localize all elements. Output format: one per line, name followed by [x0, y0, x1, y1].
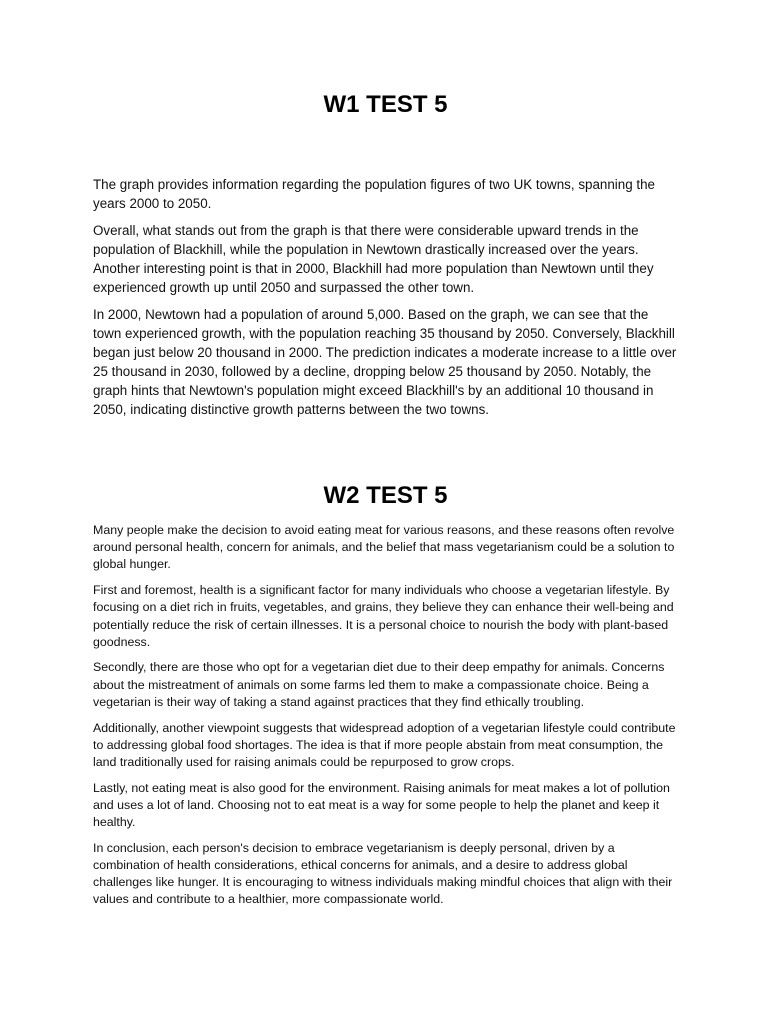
- w2-paragraph-2: First and foremost, health is a significant factor for many individuals who choose a vegetarian lifestyle. By focusing on a diet rich in fruits, vegetables, and grains, they believe they can enhance their well-being and potentially reduce the risk of certain illnesses. It is a personal choice to nourish the body with plant-based goodness.: [93, 583, 674, 649]
- w1-section: [93, 88, 678, 427]
- w2-paragraph-3: Secondly, there are those who opt for a vegetarian diet due to their deep empathy for animals. Concerns about the mistreatment of animals on some farms led them to make a compassionate choice. Being a vegetarian is their way of taking a stand against practices that they find ethically troubling.: [93, 660, 665, 709]
- w1-paragraph-2: Overall, what stands out from the graph is that there were considerable upward trends in the population of Blackhill, while the population in Newtown drastically increased over the years. Another interesting point is that in 2000, Blackhill had more population than Newtown until they experienced growth up until 2050 and surpassed the other town.: [93, 223, 654, 295]
- w1-heading: W1 TEST 5: [323, 91, 448, 118]
- w1-paragraph-1: The graph provides information regarding the population figures of two UK towns, spanning the years 2000 to 2050.: [93, 177, 656, 211]
- w1-paragraph-3: In 2000, Newtown had a population of around 5,000. Based on the graph, we can see that the town experienced growth, with the population reaching 35 thousand by 2050. Conversely, Blackhill began just below 20 thousand in 2000. The prediction indicates a moderate increase to a little over 25 thousand in 2030, followed by a decline, dropping below 25 thousand by 2050. Notably, the graph hints that Newtown's population might exceed Blackhill's by an additional 10 thousand in 2050, indicating distinctive growth patterns between the two towns.: [93, 307, 677, 417]
- w2-section: [93, 479, 678, 917]
- w2-heading: W2 TEST 5: [323, 482, 448, 509]
- w2-paragraph-6: In conclusion, each person's decision to embrace vegetarianism is deeply personal, driven by a combination of health considerations, ethical concerns for animals, and a desire to address global challenges like hunger. It is encouraging to witness individuals making mindful choices that align with their values and contribute to a healthier, more compassionate world.: [93, 840, 673, 907]
- w2-paragraph-5: Lastly, not eating meat is also good for the environment. Raising animals for meat makes a lot of pollution and uses a lot of land. Choosing not to eat meat is a way for some people to help the planet and keep it healthy.: [93, 780, 670, 830]
- w2-paragraph-1: Many people make the decision to avoid eating meat for various reasons, and these reasons often revolve around personal health, concern for animals, and the belief that mass vegetarianism could be a solution to global hunger.: [93, 523, 675, 572]
- w2-paragraph-4: Additionally, another viewpoint suggests that widespread adoption of a vegetarian lifestyle could contribute to addressing global food shortages. The idea is that if more people abstain from meat consumption, the land traditionally used for raising animals could be repurposed to grow crops.: [93, 720, 676, 769]
